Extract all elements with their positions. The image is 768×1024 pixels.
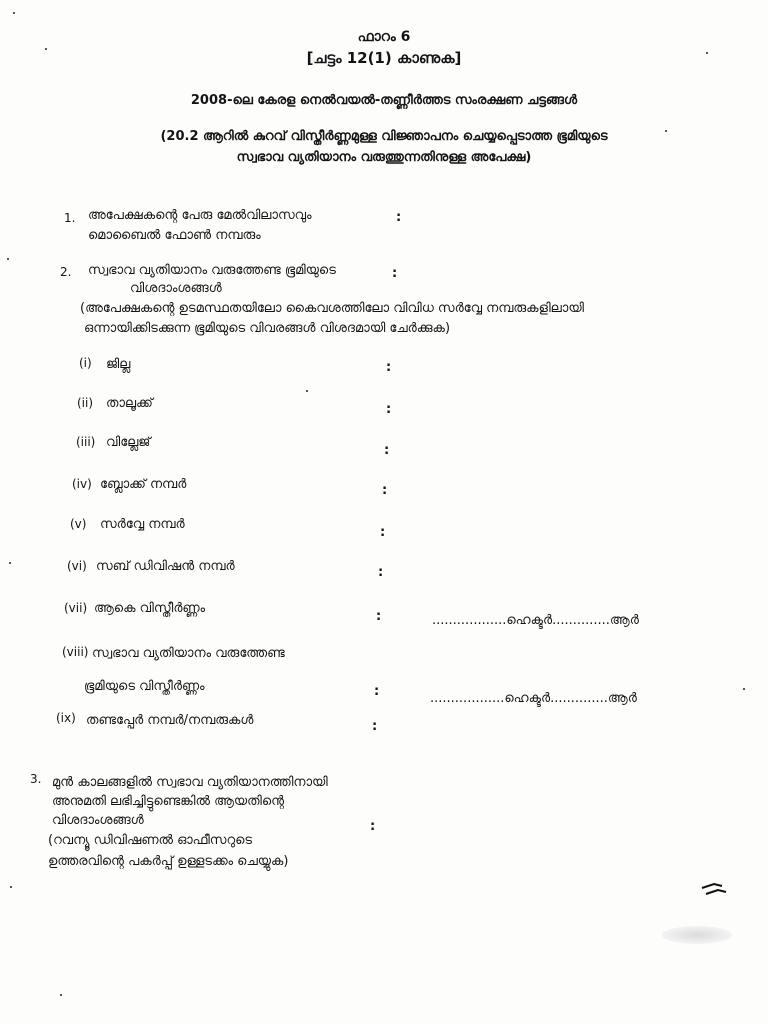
section3-label-line2: അനുമതി ലഭിച്ചിട്ടുണ്ടെങ്കിൽ ആയതിന്റെ	[52, 794, 285, 809]
scan-speck	[7, 258, 9, 260]
item-total-area-label: ആകെ വിസ്തീർണ്ണം	[94, 601, 206, 616]
item-number: (vii)	[64, 601, 88, 615]
scan-speck	[13, 12, 15, 14]
section1-separator: :	[396, 210, 402, 225]
section1-number: 1.	[64, 211, 76, 225]
form-subtitle-line2: സ്വഭാവ വ്യതിയാനം വരുത്തുന്നതിനുള്ള അപേക്ഷ)	[236, 150, 532, 165]
section2-separator: :	[392, 266, 398, 281]
item-number: (iv)	[72, 477, 92, 491]
section3-note-line2: ഉത്തരവിന്റെ പകർപ്പ് ഉള്ളടക്കം ചെയ്യുക)	[48, 854, 289, 869]
item-number: (ix)	[56, 711, 76, 725]
item-block-number-label: ബ്ലോക്ക് നമ്പർ	[100, 477, 187, 492]
scan-speck	[743, 688, 745, 690]
item-number: (v)	[70, 517, 87, 531]
item-number: (viii)	[62, 645, 89, 659]
section1-label-line1: അപേക്ഷകന്റെ പേരു മേൽവിലാസവും	[88, 208, 312, 223]
item-survey-number-separator: :	[380, 525, 386, 540]
item-survey-number-label: സർവ്വേ നമ്പർ	[100, 517, 185, 532]
total-area-blank: ..................ഹെക്ടർ..............ആർ	[432, 613, 639, 628]
item-thandaper-number-label: തണ്ടപ്പേർ നമ്പർ/നമ്പരുകൾ	[86, 713, 254, 728]
section3-label-line3: വിശദാംശങ്ങൾ	[52, 813, 144, 828]
scan-speck	[706, 52, 708, 54]
section3-separator: :	[370, 819, 376, 834]
scan-speck	[306, 390, 308, 392]
section2-number: 2.	[60, 265, 72, 279]
item-total-area-separator: :	[376, 609, 382, 624]
item-village-separator: :	[384, 443, 390, 458]
form-subtitle-line1: (20.2 ആറിൽ കുറവ് വിസ്തീർണ്ണമുള്ള വിജ്ഞാപനം ചെയ്യപ്പെടാത്ത ഭൂമിയുടെ	[160, 129, 608, 144]
item-subdivision-number-label: സബ് ഡിവിഷൻ നമ്പർ	[96, 559, 235, 574]
scan-smudge	[662, 926, 732, 944]
section2-note-line1: (അപേക്ഷകന്റെ ഉടമസ്ഥതയിലോ കൈവശത്തിലോ വിവിധ സർവ്വേ നമ്പരുകളിലായി	[80, 301, 584, 316]
section3-label-line1: മുൻ കാലങ്ങളിൽ സ്വഭാവ വ്യതിയാനത്തിനായി	[52, 775, 328, 790]
section1-label-line2: മൊബൈൽ ഫോൺ നമ്പരും	[88, 228, 261, 243]
item-number: (ii)	[77, 396, 94, 410]
item-thandaper-number-separator: :	[372, 719, 378, 734]
section2-note-line2: ഒന്നായിക്കിടക്കുന്ന ഭൂമിയുടെ വിവരങ്ങൾ വിശദമായി ചേർക്കുക)	[84, 321, 451, 336]
item-number: (vi)	[67, 559, 87, 573]
item-district-label: ജില്ല	[106, 357, 131, 372]
item-conversion-area-separator: :	[374, 684, 380, 699]
item-number: (iii)	[76, 435, 96, 449]
item-taluk-separator: :	[386, 402, 392, 417]
form-title: ഫാറം 6	[357, 29, 411, 45]
act-title: 2008-ലെ കേരള നെൽവയൽ-തണ്ണീർത്തട സംരക്ഷണ ചട്ടങ്ങൾ	[190, 93, 578, 108]
rule-reference: [ചട്ടം 12(1) കാണുക]	[306, 49, 462, 67]
item-block-number-separator: :	[382, 483, 388, 498]
scan-speck	[665, 130, 667, 132]
item-district-separator: :	[386, 360, 392, 375]
section3-note-line1: (റവന്യൂ ഡിവിഷണൽ ഓഫീസറുടെ	[48, 833, 253, 848]
scan-speck	[9, 562, 11, 564]
scan-speck	[45, 48, 47, 50]
section2-label-line1: സ്വഭാവ വ്യതിയാനം വരുത്തേണ്ട ഭൂമിയുടെ	[88, 263, 336, 278]
item-subdivision-number-separator: :	[378, 565, 384, 580]
item-taluk-label: താലൂക്ക്	[106, 396, 153, 411]
section2-label-line2: വിശദാംശങ്ങൾ	[130, 281, 222, 296]
scan-speck	[10, 886, 12, 888]
item-number: (i)	[79, 356, 92, 370]
pen-mark	[700, 880, 730, 902]
item-conversion-area-label-line1: സ്വഭാവ വ്യതിയാനം വരുത്തേണ്ട	[92, 646, 285, 661]
section3-number: 3.	[30, 772, 42, 786]
item-conversion-area-label-line2: ഭൂമിയുടെ വിസ്തീർണ്ണം	[84, 679, 205, 694]
conversion-area-blank: ..................ഹെക്ടർ..............ആർ	[430, 691, 637, 706]
item-village-label: വില്ലേജ്	[106, 435, 151, 450]
scan-speck	[60, 994, 62, 996]
